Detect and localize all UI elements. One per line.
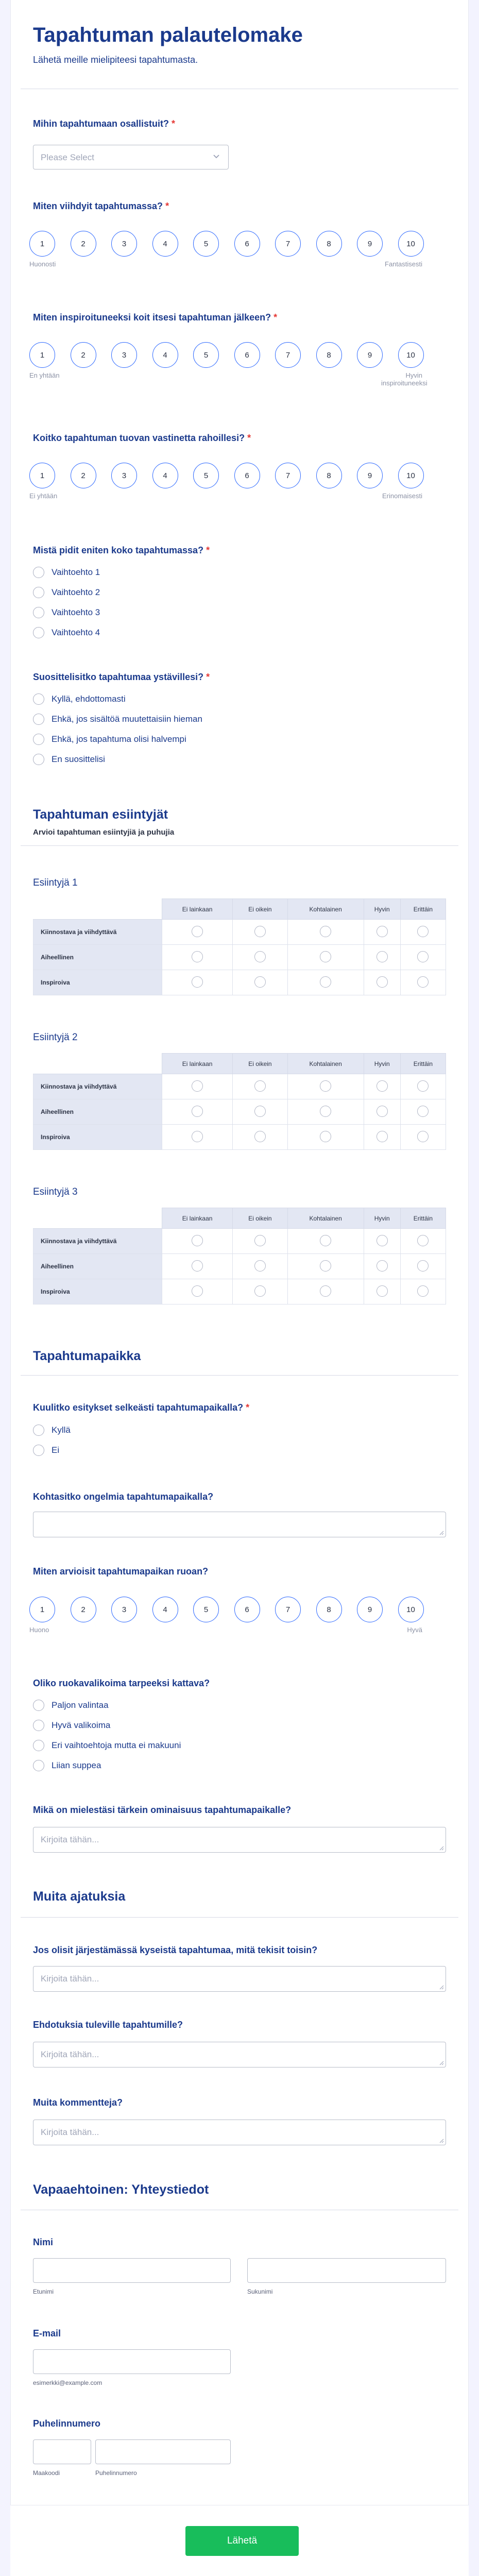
matrix-cell xyxy=(364,1254,400,1279)
matrix-radio-button[interactable] xyxy=(192,1285,203,1297)
matrix-radio-button[interactable] xyxy=(417,926,429,937)
matrix-radio-button[interactable] xyxy=(417,1106,429,1117)
q4-high-label: Erinomaisesti xyxy=(382,492,422,500)
scale-option-6[interactable]: 6 xyxy=(234,342,260,368)
scale-option-10[interactable]: 10 xyxy=(398,1597,424,1622)
matrix-radio-button[interactable] xyxy=(377,1131,388,1142)
q5-option[interactable]: Vaihtoehto 4 xyxy=(33,625,100,640)
q3-label: Miten inspiroituneeksi koit itsesi tapahtuman jälkeen? * xyxy=(33,312,278,323)
textarea-placeholder: Kirjoita tähän... xyxy=(41,2049,99,2059)
q6-option[interactable]: Ehkä, jos tapahtuma olisi halvempi xyxy=(33,732,202,747)
matrix-column-header: Hyvin xyxy=(364,1054,400,1074)
matrix-radio-button[interactable] xyxy=(417,1260,429,1272)
section-divider xyxy=(21,845,458,846)
scale-option-3[interactable]: 3 xyxy=(111,231,137,257)
resize-handle-icon[interactable] xyxy=(439,1530,444,1535)
q9-scale xyxy=(29,1597,421,1628)
matrix-cell xyxy=(364,1229,400,1254)
section-title-other-thoughts: Muita ajatuksia xyxy=(33,1889,126,1904)
matrix-column-header: Kohtalainen xyxy=(287,899,364,920)
matrix-row-header: Inspiroiva xyxy=(33,1279,162,1304)
performer-1-matrix xyxy=(33,899,446,995)
q9-label: Miten arvioisit tapahtumapaikan ruoan? xyxy=(33,1566,209,1577)
matrix-cell xyxy=(364,1099,400,1125)
scale-option-3[interactable]: 3 xyxy=(111,463,137,488)
q5-option[interactable]: Vaihtoehto 2 xyxy=(33,585,100,600)
radio-button[interactable] xyxy=(33,693,44,705)
matrix-radio-button[interactable] xyxy=(192,1260,203,1272)
matrix-radio-button[interactable] xyxy=(320,951,331,962)
radio-button[interactable] xyxy=(33,1700,44,1711)
q10-option[interactable]: Liian suppea xyxy=(33,1758,181,1773)
matrix-row-header: Kiinnostava ja viihdyttävä xyxy=(33,920,162,945)
matrix-cell xyxy=(364,1125,400,1150)
matrix-radio-button[interactable] xyxy=(192,1131,203,1142)
matrix-radio-button[interactable] xyxy=(192,1235,203,1246)
scale-option-10[interactable]: 10 xyxy=(398,231,424,257)
matrix-radio-button[interactable] xyxy=(254,1260,266,1272)
matrix-cell xyxy=(400,1099,446,1125)
scale-option-1[interactable]: 1 xyxy=(29,463,55,488)
q4-low-label: Ei yhtään xyxy=(29,492,58,500)
first-name-input[interactable] xyxy=(33,2258,231,2283)
matrix-cell xyxy=(233,970,288,995)
matrix-radio-button[interactable] xyxy=(417,1131,429,1142)
phone-label: Puhelinnumero xyxy=(33,2418,101,2429)
radio-button[interactable] xyxy=(33,1760,44,1771)
matrix-column-header: Ei lainkaan xyxy=(162,899,233,920)
matrix-cell xyxy=(287,970,364,995)
section-divider xyxy=(21,1375,458,1376)
matrix-cell xyxy=(400,1125,446,1150)
scale-option-7[interactable]: 7 xyxy=(275,231,301,257)
matrix-cell xyxy=(287,1254,364,1279)
textarea-placeholder: Kirjoita tähän... xyxy=(41,1835,99,1844)
q1-label: Mihin tapahtumaan osallistuit? * xyxy=(33,118,176,129)
matrix-cell xyxy=(364,945,400,970)
scale-option-5[interactable]: 5 xyxy=(193,342,219,368)
matrix-radio-button[interactable] xyxy=(377,926,388,937)
required-marker: * xyxy=(172,118,176,129)
email-input[interactable] xyxy=(33,2349,231,2374)
resize-handle-icon[interactable] xyxy=(439,1985,444,1990)
q10-label: Oliko ruokavalikoima tarpeeksi kattava? xyxy=(33,1678,210,1688)
scale-option-7[interactable]: 7 xyxy=(275,463,301,488)
matrix-corner xyxy=(33,899,162,920)
q5-label: Mistä pidit eniten koko tapahtumassa? * xyxy=(33,545,210,555)
radio-button[interactable] xyxy=(33,1445,44,1456)
matrix-cell xyxy=(162,920,233,945)
event-select[interactable] xyxy=(33,145,229,170)
scale-option-9[interactable]: 9 xyxy=(357,342,383,368)
matrix-row-header: Inspiroiva xyxy=(33,1125,162,1150)
q7-option-no[interactable]: Ei xyxy=(33,1443,71,1458)
scale-option-7[interactable]: 7 xyxy=(275,1597,301,1622)
matrix-column-header: Hyvin xyxy=(364,1208,400,1229)
form-title: Tapahtuman palautelomake xyxy=(33,24,303,46)
matrix-row-header: Inspiroiva xyxy=(33,970,162,995)
matrix-radio-button[interactable] xyxy=(254,1080,266,1092)
q10-options xyxy=(33,1698,181,1773)
matrix-cell xyxy=(364,970,400,995)
matrix-row xyxy=(33,1125,446,1150)
matrix-row-header: Aiheellinen xyxy=(33,1099,162,1125)
scale-option-8[interactable]: 8 xyxy=(316,231,342,257)
q3-scale xyxy=(29,342,421,373)
venue-problems-textarea[interactable] xyxy=(33,1512,446,1537)
matrix-row xyxy=(33,1279,446,1304)
matrix-cell xyxy=(233,1099,288,1125)
matrix-radio-button[interactable] xyxy=(377,951,388,962)
q2-low-label: Huonosti xyxy=(29,260,56,268)
matrix-cell xyxy=(162,1125,233,1150)
resize-handle-icon[interactable] xyxy=(439,1845,444,1851)
matrix-radio-button[interactable] xyxy=(320,1235,331,1246)
performer-3-matrix xyxy=(33,1208,446,1304)
matrix-radio-button[interactable] xyxy=(417,1080,429,1092)
section-title-venue: Tapahtumapaikka xyxy=(33,1349,141,1363)
matrix-cell xyxy=(162,970,233,995)
scale-option-8[interactable]: 8 xyxy=(316,1597,342,1622)
matrix-cell xyxy=(364,920,400,945)
area-code-input[interactable] xyxy=(33,2439,91,2464)
matrix-cell xyxy=(233,1125,288,1150)
first-name-sublabel: Etunimi xyxy=(33,2288,54,2295)
q12-label: Jos olisit järjestämässä kyseistä tapahtumaa, mitä tekisit toisin? xyxy=(33,1945,318,1955)
q6-option[interactable]: Kyllä, ehdottomasti xyxy=(33,692,202,706)
matrix-radio-button[interactable] xyxy=(254,1131,266,1142)
q6-options xyxy=(33,692,202,767)
q6-option[interactable]: En suosittelisi xyxy=(33,752,202,767)
matrix-radio-button[interactable] xyxy=(377,1080,388,1092)
matrix-column-header: Kohtalainen xyxy=(287,1054,364,1074)
scale-option-5[interactable]: 5 xyxy=(193,231,219,257)
q6-option[interactable]: Ehkä, jos sisältöä muutettaisiin hieman xyxy=(33,712,202,726)
matrix-radio-button[interactable] xyxy=(254,1235,266,1246)
scale-option-2[interactable]: 2 xyxy=(71,342,96,368)
matrix-radio-button[interactable] xyxy=(192,1106,203,1117)
venue-feature-textarea[interactable] xyxy=(33,1827,446,1853)
matrix-radio-button[interactable] xyxy=(320,926,331,937)
matrix-cell xyxy=(233,1279,288,1304)
scale-option-4[interactable]: 4 xyxy=(152,1597,178,1622)
q10-option[interactable]: Eri vaihtoehtoja mutta ei makuuni xyxy=(33,1738,181,1753)
matrix-radio-button[interactable] xyxy=(320,1260,331,1272)
matrix-row xyxy=(33,920,446,945)
q3-high-label: Hyvin inspiroituneeksi xyxy=(381,371,427,387)
radio-button[interactable] xyxy=(33,714,44,725)
matrix-radio-button[interactable] xyxy=(377,976,388,988)
radio-button[interactable] xyxy=(33,1720,44,1731)
select-placeholder: Please Select xyxy=(41,152,94,162)
q3-low-label: En yhtään xyxy=(29,371,60,379)
matrix-row xyxy=(33,1254,446,1279)
matrix-column-header: Kohtalainen xyxy=(287,1208,364,1229)
q7-label: Kuulitko esitykset selkeästi tapahtumapaikalla? * xyxy=(33,1402,250,1413)
matrix-row xyxy=(33,1074,446,1099)
scale-option-10[interactable]: 10 xyxy=(398,463,424,488)
matrix-column-header: Ei oikein xyxy=(233,1208,288,1229)
submit-bar xyxy=(10,2505,469,2576)
matrix-corner xyxy=(33,1054,162,1074)
matrix-radio-button[interactable] xyxy=(254,1285,266,1297)
matrix-cell xyxy=(400,1229,446,1254)
phone-number-input[interactable] xyxy=(95,2439,231,2464)
matrix-cell xyxy=(287,1125,364,1150)
matrix-radio-button[interactable] xyxy=(254,1106,266,1117)
q4-label: Koitko tapahtuman tuovan vastinetta rahoillesi? * xyxy=(33,433,251,443)
scale-option-8[interactable]: 8 xyxy=(316,463,342,488)
scale-option-10[interactable]: 10 xyxy=(398,342,424,368)
matrix-cell xyxy=(287,945,364,970)
matrix-cell xyxy=(287,1229,364,1254)
matrix-radio-button[interactable] xyxy=(192,976,203,988)
scale-option-1[interactable]: 1 xyxy=(29,342,55,368)
matrix-radio-button[interactable] xyxy=(254,951,266,962)
scale-option-4[interactable]: 4 xyxy=(152,231,178,257)
matrix-radio-button[interactable] xyxy=(377,1106,388,1117)
scale-option-9[interactable]: 9 xyxy=(357,463,383,488)
scale-option-1[interactable]: 1 xyxy=(29,231,55,257)
area-code-sublabel: Maakoodi xyxy=(33,2469,60,2477)
scale-option-3[interactable]: 3 xyxy=(111,1597,137,1622)
matrix-cell xyxy=(287,1279,364,1304)
radio-button[interactable] xyxy=(33,754,44,765)
matrix-radio-button[interactable] xyxy=(377,1285,388,1297)
last-name-input[interactable] xyxy=(247,2258,446,2283)
performer-2-title: Esiintyjä 2 xyxy=(33,1032,78,1043)
q14-label: Muita kommentteja? xyxy=(33,2097,123,2108)
matrix-cell xyxy=(400,1074,446,1099)
scale-option-7[interactable]: 7 xyxy=(275,342,301,368)
matrix-radio-button[interactable] xyxy=(254,926,266,937)
section-title-contact: Vapaaehtoinen: Yhteystiedot xyxy=(33,2182,209,2197)
radio-button[interactable] xyxy=(33,607,44,618)
matrix-cell xyxy=(364,1279,400,1304)
matrix-cell xyxy=(287,920,364,945)
section-title-performers: Tapahtuman esiintyjät xyxy=(33,807,168,822)
textarea-placeholder: Kirjoita tähän... xyxy=(41,2127,99,2137)
q10-option[interactable]: Hyvä valikoima xyxy=(33,1718,181,1733)
q2-high-label: Fantastisesti xyxy=(385,260,422,268)
matrix-cell xyxy=(233,920,288,945)
matrix-column-header: Erittäin xyxy=(400,1054,446,1074)
matrix-cell xyxy=(400,945,446,970)
section-subtitle-performers: Arvioi tapahtuman esiintyjiä ja puhujia xyxy=(33,828,175,837)
matrix-radio-button[interactable] xyxy=(192,1080,203,1092)
matrix-radio-button[interactable] xyxy=(320,1131,331,1142)
resize-handle-icon[interactable] xyxy=(439,2138,444,2143)
q7-option-yes[interactable]: Kyllä xyxy=(33,1423,71,1437)
matrix-cell xyxy=(162,945,233,970)
matrix-column-header: Ei oikein xyxy=(233,899,288,920)
matrix-cell xyxy=(162,1099,233,1125)
matrix-column-header: Erittäin xyxy=(400,899,446,920)
textarea-placeholder: Kirjoita tähän... xyxy=(41,1974,99,1984)
matrix-corner xyxy=(33,1208,162,1229)
matrix-column-header: Ei lainkaan xyxy=(162,1208,233,1229)
section-divider xyxy=(21,1917,458,1918)
matrix-radio-button[interactable] xyxy=(417,976,429,988)
scale-option-2[interactable]: 2 xyxy=(71,463,96,488)
matrix-radio-button[interactable] xyxy=(417,1285,429,1297)
q4-scale xyxy=(29,463,421,494)
matrix-radio-button[interactable] xyxy=(417,951,429,962)
submit-button[interactable]: Lähetä xyxy=(185,2526,299,2556)
q6-label: Suosittelisitko tapahtumaa ystävillesi? * xyxy=(33,672,210,682)
matrix-column-header: Hyvin xyxy=(364,899,400,920)
scale-option-1[interactable]: 1 xyxy=(29,1597,55,1622)
performer-3-title: Esiintyjä 3 xyxy=(33,1187,78,1197)
suggestions-textarea[interactable] xyxy=(33,2042,446,2067)
matrix-cell xyxy=(287,1074,364,1099)
scale-option-6[interactable]: 6 xyxy=(234,463,260,488)
name-label: Nimi xyxy=(33,2237,54,2247)
matrix-radio-button[interactable] xyxy=(377,1235,388,1246)
comments-textarea[interactable] xyxy=(33,2120,446,2145)
radio-button[interactable] xyxy=(33,734,44,745)
matrix-radio-button[interactable] xyxy=(377,1260,388,1272)
matrix-radio-button[interactable] xyxy=(417,1235,429,1246)
scale-option-2[interactable]: 2 xyxy=(71,231,96,257)
matrix-radio-button[interactable] xyxy=(320,976,331,988)
email-label: E-mail xyxy=(33,2328,61,2338)
matrix-cell xyxy=(400,1279,446,1304)
q11-label: Mikä on mielestäsi tärkein ominaisuus tapahtumapaikalle? xyxy=(33,1805,292,1815)
matrix-cell xyxy=(162,1074,233,1099)
matrix-row xyxy=(33,970,446,995)
matrix-row xyxy=(33,1099,446,1125)
scale-option-6[interactable]: 6 xyxy=(234,1597,260,1622)
scale-option-5[interactable]: 5 xyxy=(193,1597,219,1622)
q10-option[interactable]: Paljon valintaa xyxy=(33,1698,181,1713)
q2-label: Miten viihdyit tapahtumassa? * xyxy=(33,201,169,211)
matrix-radio-button[interactable] xyxy=(254,976,266,988)
scale-option-4[interactable]: 4 xyxy=(152,342,178,368)
last-name-sublabel: Sukunimi xyxy=(247,2288,273,2295)
matrix-cell xyxy=(287,1099,364,1125)
q7-options xyxy=(33,1423,71,1458)
do-differently-textarea[interactable] xyxy=(33,1966,446,1992)
scale-option-6[interactable]: 6 xyxy=(234,231,260,257)
matrix-cell xyxy=(400,970,446,995)
matrix-cell xyxy=(400,920,446,945)
matrix-cell xyxy=(233,1229,288,1254)
matrix-row xyxy=(33,1229,446,1254)
matrix-radio-button[interactable] xyxy=(320,1285,331,1297)
q5-option[interactable]: Vaihtoehto 3 xyxy=(33,605,100,620)
matrix-radio-button[interactable] xyxy=(320,1080,331,1092)
matrix-row xyxy=(33,945,446,970)
matrix-radio-button[interactable] xyxy=(192,951,203,962)
matrix-cell xyxy=(162,1254,233,1279)
scale-option-9[interactable]: 9 xyxy=(357,231,383,257)
performer-2-matrix xyxy=(33,1053,446,1150)
matrix-row-header: Kiinnostava ja viihdyttävä xyxy=(33,1074,162,1099)
matrix-radio-button[interactable] xyxy=(192,926,203,937)
radio-button[interactable] xyxy=(33,1740,44,1751)
scale-option-8[interactable]: 8 xyxy=(316,342,342,368)
radio-button[interactable] xyxy=(33,587,44,598)
matrix-radio-button[interactable] xyxy=(320,1106,331,1117)
radio-button[interactable] xyxy=(33,627,44,638)
matrix-cell xyxy=(400,1254,446,1279)
q8-label: Kohtasitko ongelmia tapahtumapaikalla? xyxy=(33,1492,214,1502)
matrix-cell xyxy=(233,1254,288,1279)
scale-option-5[interactable]: 5 xyxy=(193,463,219,488)
matrix-row-header: Aiheellinen xyxy=(33,945,162,970)
matrix-row-header: Kiinnostava ja viihdyttävä xyxy=(33,1229,162,1254)
radio-button[interactable] xyxy=(33,567,44,578)
matrix-cell xyxy=(364,1074,400,1099)
scale-option-2[interactable]: 2 xyxy=(71,1597,96,1622)
email-hint: esimerkki@example.com xyxy=(33,2379,102,2386)
matrix-column-header: Ei oikein xyxy=(233,1054,288,1074)
q9-low-label: Huono xyxy=(29,1626,49,1634)
matrix-cell xyxy=(162,1279,233,1304)
radio-button[interactable] xyxy=(33,1425,44,1436)
matrix-column-header: Ei lainkaan xyxy=(162,1054,233,1074)
performer-1-title: Esiintyjä 1 xyxy=(33,877,78,888)
q9-high-label: Hyvä xyxy=(407,1626,422,1634)
q5-option[interactable]: Vaihtoehto 1 xyxy=(33,565,100,580)
q5-options xyxy=(33,565,100,640)
phone-number-sublabel: Puhelinnumero xyxy=(95,2469,137,2477)
scale-option-9[interactable]: 9 xyxy=(357,1597,383,1622)
resize-handle-icon[interactable] xyxy=(439,2060,444,2065)
chevron-down-icon xyxy=(212,151,221,161)
matrix-column-header: Erittäin xyxy=(400,1208,446,1229)
scale-option-3[interactable]: 3 xyxy=(111,342,137,368)
q13-label: Ehdotuksia tuleville tapahtumille? xyxy=(33,2020,183,2030)
q2-scale xyxy=(29,231,421,262)
matrix-cell xyxy=(233,1074,288,1099)
scale-option-4[interactable]: 4 xyxy=(152,463,178,488)
matrix-cell xyxy=(233,945,288,970)
form-subtitle: Lähetä meille mielipiteesi tapahtumasta. xyxy=(33,55,198,65)
matrix-cell xyxy=(162,1229,233,1254)
matrix-row-header: Aiheellinen xyxy=(33,1254,162,1279)
